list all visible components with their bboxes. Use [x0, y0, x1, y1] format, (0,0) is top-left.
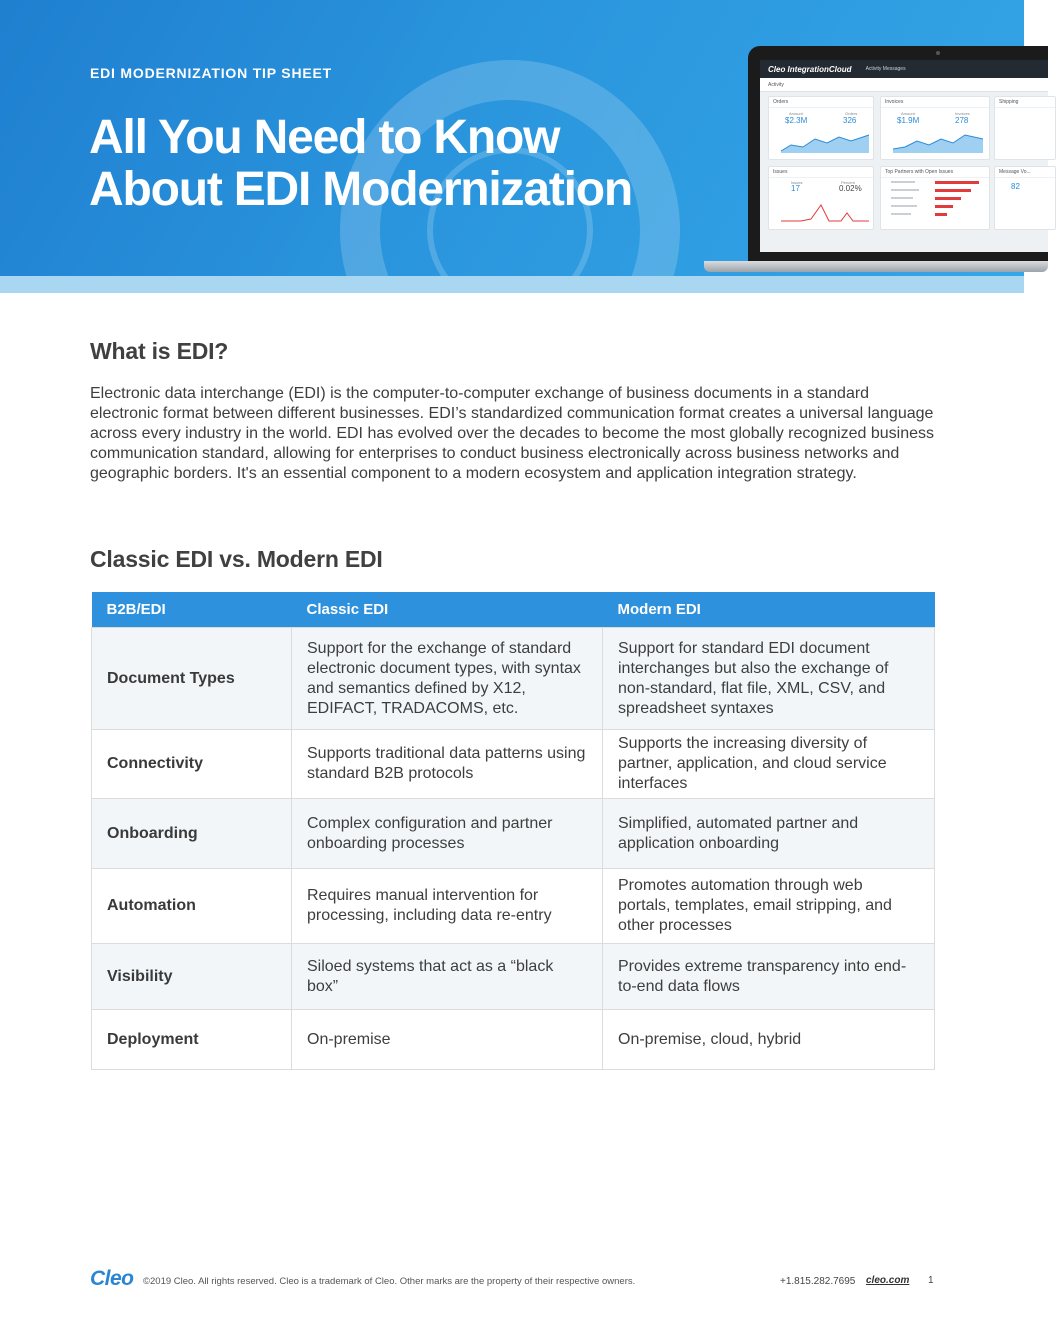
- intro-paragraph: Electronic data interchange (EDI) is the computer-to-computer exchange of business documents in a standard electronic format between different businesses. EDI’s standardized communication format creates a universal language across every industry in the world. EDI has evolved over the decades to become the most globally recognized business communication standard, allowing for enterprises to conduct business electronically across business networks and geographic borders. It's an essential component to a modern ecosystem and application integration strategy.: [90, 385, 934, 482]
- cell-modern: Support for standard EDI document interchanges but also the exchange of non-standard, flat file, XML, CSV, and spreadsheet syntaxes: [603, 628, 935, 730]
- table-row: [92, 628, 935, 730]
- invoices-count: 278: [955, 116, 969, 125]
- issues-pct-label: Percent: [841, 180, 855, 185]
- column-header-classic-edi: Classic EDI: [292, 592, 603, 628]
- row-label-connectivity: Connectivity: [92, 730, 292, 799]
- cell-classic: Requires manual intervention for processing, including data re-entry: [292, 869, 603, 944]
- invoices-amount-label: Amount: [901, 111, 915, 116]
- table-row: [92, 944, 935, 1010]
- footer-phone: +1.815.282.7695: [780, 1276, 856, 1287]
- orders-area-chart: [781, 129, 869, 153]
- page-title: [89, 112, 729, 216]
- invoices-count-label: Invoices: [955, 111, 970, 116]
- column-header-modern-edi: Modern EDI: [603, 592, 935, 628]
- issues-pct: 0.02%: [839, 184, 862, 193]
- cell-classic: Supports traditional data patterns using standard B2B protocols: [292, 730, 603, 799]
- cell-classic: Siloed systems that act as a “black box”: [292, 944, 603, 1010]
- orders-tile-title: Orders: [769, 97, 873, 108]
- top-partners-tile-title: Top Partners with Open Issues: [881, 167, 989, 178]
- column-header-b2b-edi: B2B/EDI: [92, 592, 292, 628]
- table-row: [92, 730, 935, 799]
- app-section-label: Activity: [768, 81, 784, 88]
- message-volume-tile-title: Message Vo...: [995, 167, 1055, 178]
- cell-modern: On-premise, cloud, hybrid: [603, 1010, 935, 1070]
- issues-tile: [768, 166, 874, 230]
- invoices-tile: [880, 96, 990, 160]
- app-nav: Activity Messages: [865, 66, 906, 72]
- orders-amount: $2.3M: [785, 116, 808, 125]
- page-number: 1: [928, 1275, 934, 1286]
- message-volume-value: 82: [1011, 182, 1020, 191]
- laptop-bezel: [748, 46, 1048, 261]
- issues-count: 17: [791, 184, 800, 193]
- partners-bar-chart: [887, 179, 985, 225]
- orders-count: 326: [843, 116, 857, 125]
- issues-tile-title: Issues: [769, 167, 873, 178]
- table-header-row: [92, 592, 935, 628]
- row-label-deployment: Deployment: [92, 1010, 292, 1070]
- top-partners-tile: [880, 166, 990, 230]
- laptop-mockup: [748, 46, 1048, 276]
- orders-tile: [768, 96, 874, 160]
- page-title-line-1: All You Need to Know: [89, 111, 560, 164]
- orders-amount-label: Amount: [789, 111, 803, 116]
- invoices-area-chart: [893, 129, 983, 153]
- comparison-table: [91, 592, 935, 1070]
- footer-copyright: ©2019 Cleo. All rights reserved. Cleo is a trademark of Cleo. Other marks are the property of their respective owners.: [143, 1276, 636, 1287]
- invoices-amount: $1.9M: [897, 116, 920, 125]
- footer-website-link[interactable]: cleo.com: [866, 1275, 910, 1286]
- app-logo: Cleo IntegrationCloud: [768, 64, 852, 74]
- cell-modern: Provides extreme transparency into end-to-end data flows: [603, 944, 935, 1010]
- section-heading-comparison: Classic EDI vs. Modern EDI: [90, 546, 383, 572]
- shipping-tile-title: Shipping: [995, 97, 1055, 108]
- laptop-base: [704, 261, 1048, 272]
- cell-modern: Supports the increasing diversity of partner, application, and cloud service interfaces: [603, 730, 935, 799]
- page-title-line-2: About EDI Modernization: [89, 163, 633, 216]
- camera-icon: [936, 51, 940, 55]
- cell-classic: On-premise: [292, 1010, 603, 1070]
- issues-line-chart: [781, 199, 869, 223]
- issues-count-label: Issues: [791, 180, 803, 185]
- row-label-onboarding: Onboarding: [92, 799, 292, 869]
- table-row: [92, 799, 935, 869]
- cell-modern: Simplified, automated partner and application onboarding: [603, 799, 935, 869]
- row-label-visibility: Visibility: [92, 944, 292, 1010]
- cell-classic: Support for the exchange of standard electronic document types, with syntax and semantics defined by X12, EDIFACT, TRADACOMS, etc.: [292, 628, 603, 730]
- hero-banner: [0, 0, 1031, 276]
- orders-count-label: Orders: [845, 111, 858, 116]
- eyebrow-label: EDI MODERNIZATION TIP SHEET: [90, 65, 332, 81]
- section-heading-what-is-edi: What is EDI?: [90, 338, 229, 364]
- cleo-logo: Cleo: [90, 1267, 134, 1290]
- app-section-bar: [760, 78, 1048, 92]
- table-row: [92, 1010, 935, 1070]
- row-label-automation: Automation: [92, 869, 292, 944]
- app-header: [760, 60, 1048, 78]
- hero-accent-strip: [0, 276, 1024, 293]
- shipping-tile: [994, 96, 1056, 160]
- row-label-document-types: Document Types: [92, 628, 292, 730]
- table-row: [92, 869, 935, 944]
- cell-modern: Promotes automation through web portals, templates, email stripping, and other processes: [603, 869, 935, 944]
- laptop-screen: [760, 60, 1048, 252]
- message-volume-tile: [994, 166, 1056, 230]
- invoices-tile-title: Invoices: [881, 97, 989, 108]
- cell-classic: Complex configuration and partner onboarding processes: [292, 799, 603, 869]
